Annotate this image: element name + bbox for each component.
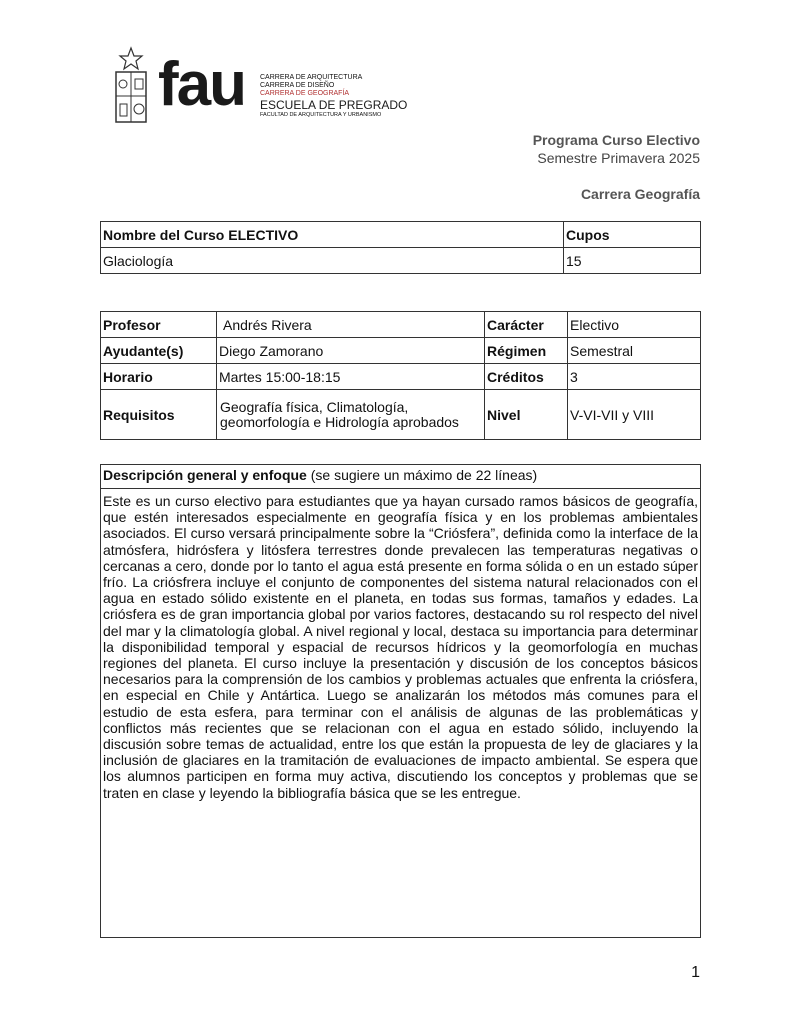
description-note: (se sugiere un máximo de 22 líneas) [310,467,538,483]
cupos-value: 15 [564,248,701,274]
fau-wordmark: fau [158,50,245,119]
logo-line: CARRERA DE DISEÑO [260,82,335,89]
description-header [101,465,700,489]
caracter-label: Carácter [485,312,568,338]
career-label: Carrera Geografía [580,186,700,202]
ayudante-value: Diego Zamorano [217,338,485,364]
cupos-header: Cupos [564,222,701,248]
logo-line: FACULTAD DE ARQUITECTURA Y URBANISMO [260,112,382,118]
requisitos-value: Geografía física, Climatología, geomorfología e Hidrología aprobados [217,390,485,440]
regimen-label: Régimen [485,338,568,364]
course-name-header: Nombre del Curso ELECTIVO [101,222,564,248]
program-title: Programa Curso Electivo [532,132,700,148]
course-info-table [100,311,701,440]
logo-line: ESCUELA DE PREGRADO [260,98,408,112]
profesor-value: Andrés Rivera [217,312,485,338]
course-table [100,221,701,274]
profesor-label: Profesor [101,312,217,338]
logo-text [260,74,407,119]
horario-value: Martes 15:00-18:15 [217,364,485,390]
description-title: Descripción general y enfoque [103,467,307,483]
ayudante-label: Ayudante(s) [101,338,217,364]
requisitos-label: Requisitos [101,390,217,440]
creditos-value: 3 [568,364,701,390]
semester-label: Semestre Primavera 2025 [537,150,700,166]
logo-line: CARRERA DE GEOGRAFÍA [260,90,350,97]
regimen-value: Semestral [568,338,701,364]
nivel-value: V-VI-VII y VIII [568,390,701,440]
caracter-value: Electivo [568,312,701,338]
logo-line: CARRERA DE ARQUITECTURA [260,74,363,81]
course-name: Glaciología [101,248,564,274]
creditos-label: Créditos [485,364,568,390]
description-section [100,464,701,938]
fau-logo [110,46,410,126]
description-body: Este es un curso electivo para estudiantes que ya hayan cursado ramos básicos de geografía, que estén interesados especialmente en geografía física y en los problemas ambientales asociados. El curso versará principalmente sobre la “Criósfera”, definida como la interface de la atmósfera, hidrósfera y litósfera terrestres donde prevalecen las temperaturas negativas o cercanas a cero, donde por lo tanto el agua está presente en forma sólida o en un estado súper frío. La criósfrera incluye el conjunto de componentes del sistema natural relacionados con el agua en estado sólido existente en el planeta, en todas sus formas, tamaños y edades. La criósfera es de gran importancia global por varios factores, destacando su rol respecto del nivel del mar y la climatología global. A nivel regional y local, destaca su importancia para determinar la disponibilidad temporal y espacial de recursos hídricos y la geomorfología en muchas regiones del planeta. El curso incluye la presentación y discusión de los conceptos básicos necesarios para la comprensión de los cambios y problemas actuales que enfrenta la criósfera, en especial en Chile y Antártica. Luego se analizarán los métodos más comunes para el estudio de esta esfera, para terminar con el análisis de algunas de las problemáticas y conflictos más recientes que se relacionan con el agua en estado sólido, incluyendo la discusión sobre temas de actualidad, entre los que están la propuesta de ley de glaciares y la inclusión de glaciares en la tramitación de evaluaciones de impacto ambiental. Se espera que los alumnos participen en forma muy activa, discutiendo los conceptos y problemas que se traten en clase y leyendo la bibliografía básica que se les entregue. [103,493,698,801]
horario-label: Horario [101,364,217,390]
nivel-label: Nivel [485,390,568,440]
page-number: 1 [691,964,700,981]
university-seal-icon [110,46,152,126]
